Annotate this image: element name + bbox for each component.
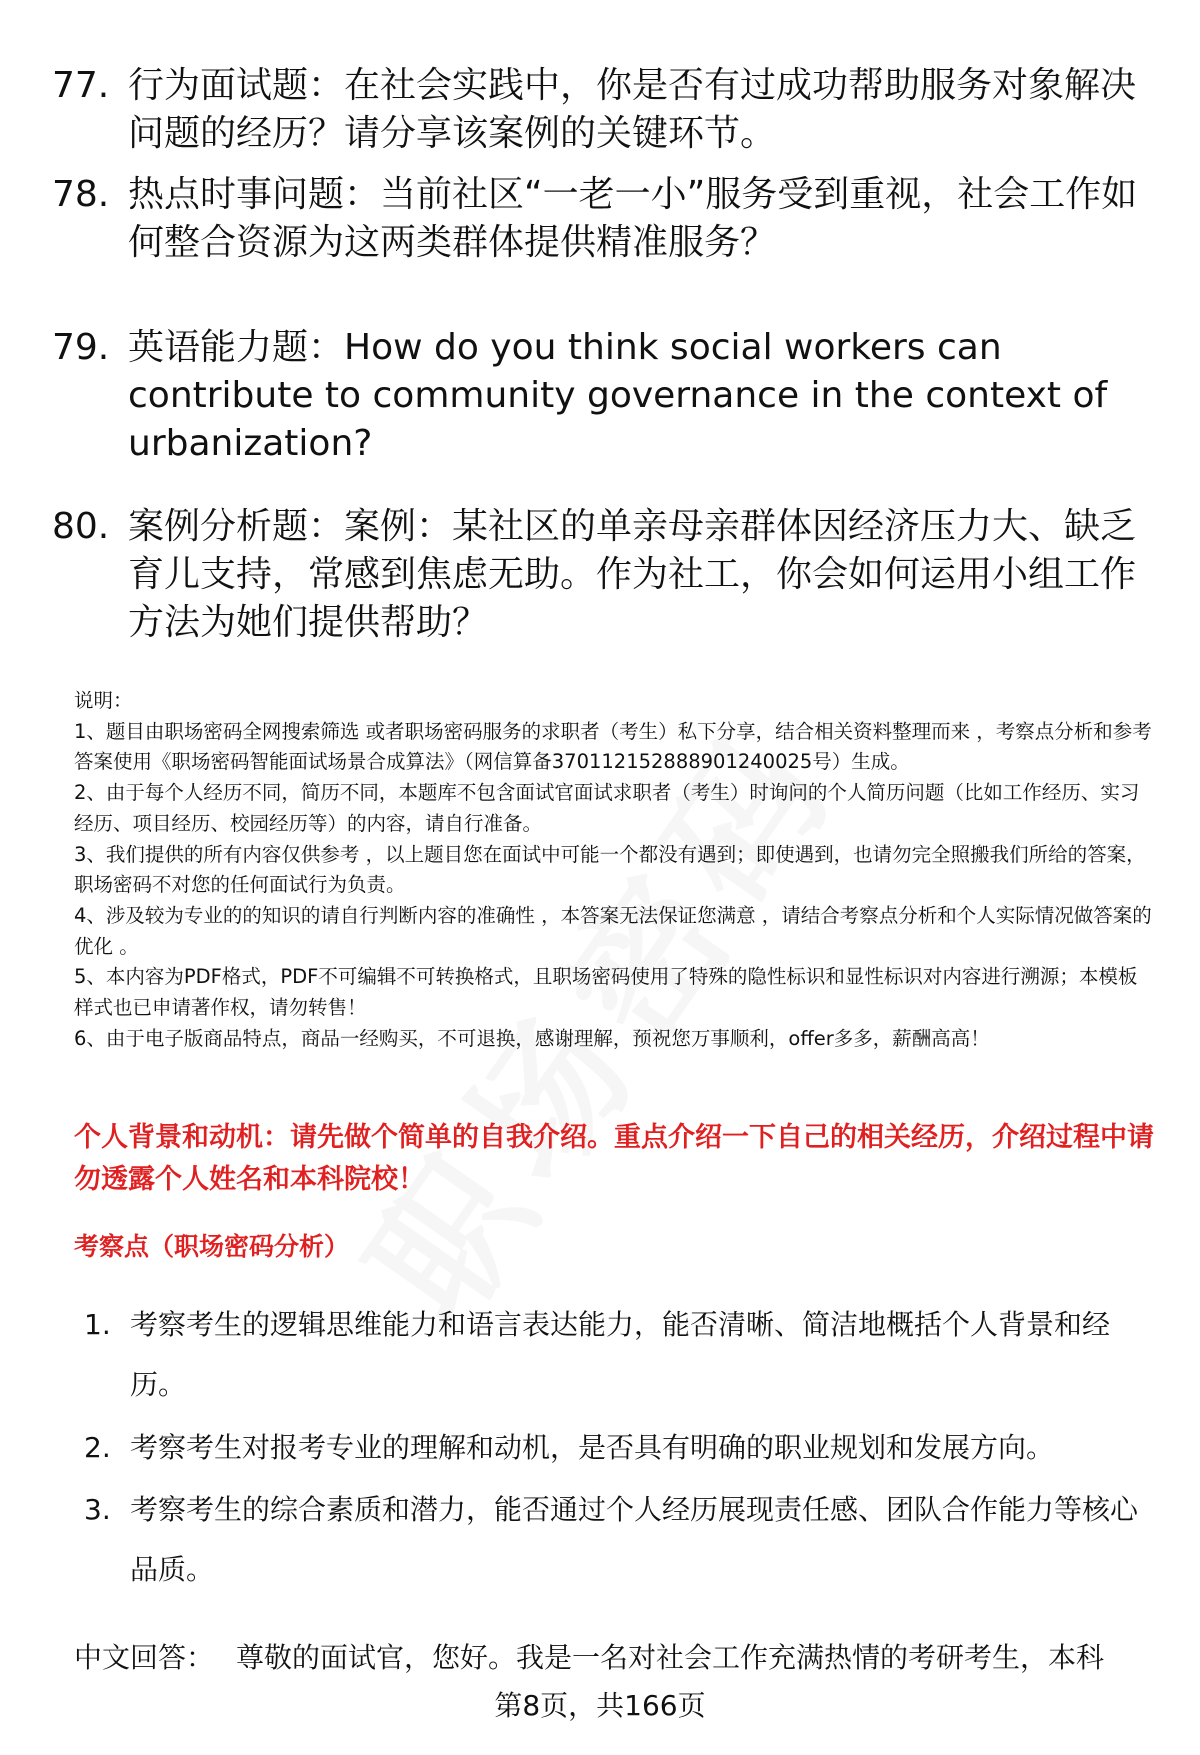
question-78 bbox=[52, 171, 1162, 267]
answer-text: 尊敬的面试官，您好。我是一名对社会工作充满热情的考研考生，本科 bbox=[236, 1641, 1105, 1674]
question-number: 80. bbox=[52, 506, 110, 547]
question-text: 案例分析题：案例：某社区的单亲母亲群体因经济压力大、缺乏育儿支持，常感到焦虑无助。作为社工，你会如何运用小组工作方法为她们提供帮助？ bbox=[128, 506, 1137, 643]
point-text: 考察考生的逻辑思维能力和语言表达能力，能否清晰、简洁地概括个人背景和经历。 bbox=[130, 1308, 1111, 1401]
question-text: 行为面试题：在社会实践中，你是否有过成功帮助服务对象解决问题的经历？请分享该案例的关键环节。 bbox=[128, 65, 1137, 154]
question-number: 78. bbox=[52, 174, 110, 215]
question-80 bbox=[52, 503, 1162, 647]
point-number: 2. bbox=[84, 1431, 111, 1464]
note-item: 5、本内容为PDF格式，PDF不可编辑不可转换格式，且职场密码使用了特殊的隐性标识和显性标识对内容进行溯源；本模板样式也已申请著作权，请勿转售！ bbox=[74, 965, 1138, 1020]
assessment-point bbox=[84, 1295, 1164, 1415]
point-number: 3. bbox=[84, 1493, 111, 1526]
assessment-point bbox=[84, 1418, 1164, 1478]
section-heading: 个人背景和动机：请先做个简单的自我介绍。重点介绍一下自己的相关经历，介绍过程中请勿透露个人姓名和本科院校！ bbox=[74, 1122, 1154, 1195]
note-item: 6、由于电子版商品特点，商品一经购买，不可退换，感谢理解，预祝您万事顺利，offer多多，薪酬高高！ bbox=[74, 1026, 990, 1050]
page-footer: 第8页，共166页 bbox=[494, 1689, 706, 1722]
question-77 bbox=[52, 62, 1162, 158]
notes-title: 说明： bbox=[74, 689, 133, 712]
assessment-point bbox=[84, 1480, 1164, 1600]
note-item: 4、涉及较为专业的的知识的请自行判断内容的准确性 ，本答案无法保证您满意 ，请结合考察点分析和个人实际情况做答案的优化 。 bbox=[74, 903, 1152, 958]
question-number: 79. bbox=[52, 327, 110, 368]
point-text: 考察考生的综合素质和潜力，能否通过个人经历展现责任感、团队合作能力等核心品质。 bbox=[130, 1493, 1139, 1586]
answer-label: 中文回答： bbox=[74, 1641, 215, 1674]
point-number: 1. bbox=[84, 1308, 111, 1341]
notes-block bbox=[74, 686, 1154, 1054]
question-text: 热点时事问题：当前社区“一老一小”服务受到重视，社会工作如何整合资源为这两类群体提供精准服务？ bbox=[128, 174, 1138, 263]
note-item: 2、由于每个人经历不同，简历不同，本题库不包含面试官面试求职者（考生）时询问的个人简历问题（比如工作经历、实习经历、项目经历、校园经历等）的内容，请自行准备。 bbox=[74, 781, 1140, 835]
note-item: 3、我们提供的所有内容仅供参考 ，以上题目您在面试中可能一个都没有遇到；即使遇到，也请勿完全照搬我们所给的答案，职场密码不对您的任何面试行为负责。 bbox=[74, 842, 1146, 897]
question-79 bbox=[52, 324, 1162, 468]
answer-line bbox=[74, 1638, 1174, 1678]
note-item: 1、题目由职场密码全网搜索筛选 或者职场密码服务的求职者（考生）私下分享，结合相关资料整理而来 ，考察点分析和参考答案使用《职场密码智能面试场景合成算法》（网信算备370112152888901240025号）生成。 bbox=[74, 719, 1152, 774]
point-text: 考察考生对报考专业的理解和动机，是否具有明确的职业规划和发展方向。 bbox=[130, 1431, 1055, 1464]
question-text: 英语能力题：How do you think social workers can contribute to community governance in the context of urbanization? bbox=[128, 327, 1108, 464]
section-subheading: 考察点（职场密码分析） bbox=[74, 1232, 350, 1261]
question-number: 77. bbox=[52, 65, 110, 106]
